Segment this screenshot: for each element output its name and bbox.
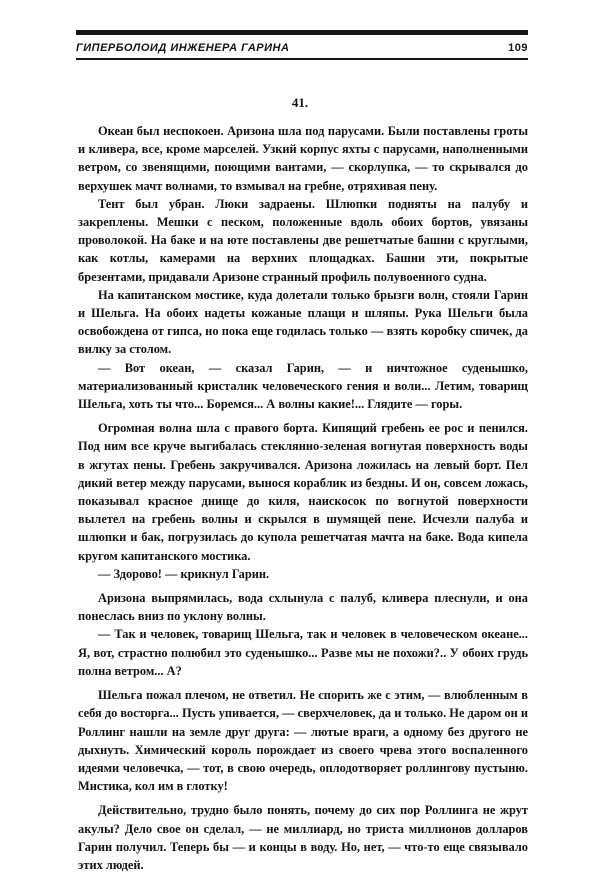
- header-rule-thick: [76, 30, 528, 35]
- paragraph: Действительно, трудно было понять, почему до сих пор Роллинга не жрут акулы? Дело свое он сделал, — не миллиард, но триста миллионов долларов Гарин получил. Теперь бы — и концы в воду. Но, нет, — что-то еще связывало этих людей.: [78, 803, 528, 872]
- paragraph: Океан был неспокоен. Аризона шла под парусами. Были поставлены гроты и кливера, все, кроме марселей. Узкий корпус яхты с парусами, наполненными ветром, со звенящими, поющими вантами, — скорлупка, — то скрывался до верхушек мачт волнами, то взмывал на гребне, отряхивая пену.: [78, 124, 528, 193]
- paragraph: Огромная волна шла с правого борта. Кипящий гребень ее рос и пенился. Под ним все круче выгибалась стеклянно-зеленая вогнутая поверхность воды в жгутах пены. Гребень закручивался. Аризона ложилась на левый борт. Пел дикий ветер между парусами, вынося кораблик из бездны. И он, совсем ложась, показывал красное днище до киля, наискосок по вогнутой поверхности вылетел на гребень волны и скрылся в шумящей пене. Исчезли палуба и шлюпки и бак, погрузилась до купола решетчатая мачта на баке. Вода кипела кругом капитанского мостика.: [78, 421, 528, 563]
- paragraph: Шельга пожал плечом, не ответил. Не спорить же с этим, — влюбленным в себя до восторга... Пусть упивается, — сверхчеловек, да и только. Не даром он и Роллинг нашли на земле друг друга: — лютые враги, а одному без другого не дыхнуть. Химический король порождает из своего чрева этого воспаленного идеями человечка, — тот, в свою очередь, оплодотворяет роллингову пустыню. Мистика, кол им в глотку!: [78, 688, 528, 794]
- running-header: [76, 40, 528, 56]
- paragraph: — Здорово! — крикнул Гарин.: [98, 566, 270, 581]
- paragraph: — Так и человек, товарищ Шельга, так и человек в человеческом океане... Я, вот, страстно полюбил это суденышко... Разве мы не похожи?.. У обоих грудь полна ветром... А?: [78, 627, 528, 678]
- paragraph: Аризона выпрямилась, вода схлынула с палуб, кливера плеснули, и она понеслась вниз по уклону волны.: [78, 591, 528, 624]
- paragraph: Тент был убран. Люки задраены. Шлюпки подняты на палубу и закреплены. Мешки с песком, положенные вдоль обоих бортов, увязаны проволокой. На баке и на юте поставлены две решетчатые башни с круглыми, как котлы, камерами на верхних площадках. Башни эти, покрытые брезентами, придавали Аризоне странный профиль полувоенного судна.: [78, 196, 528, 284]
- paragraph: На капитанском мостике, куда долетали только брызги волн, стояли Гарин и Шельга. На обоих надеты кожаные плащи и шляпы. Рука Шельги была освобождена от гипса, но пока еще годилась только — взять коробку спичек, да вилку за столом.: [78, 287, 528, 357]
- running-title: ГИПЕРБОЛОИД ИНЖЕНЕРА ГАРИНА: [76, 42, 290, 54]
- page-number: 109: [508, 42, 528, 54]
- body-text: [78, 122, 528, 874]
- chapter-number: 41.: [291, 95, 309, 110]
- paragraph: — Вот океан, — сказал Гарин, — и ничтожное суденышко, материализованный кристалик человеческого гения и воли... Летим, товарищ Шельга, хоть ты что... Боремся... А волны какие!... Глядите — горы.: [78, 360, 528, 412]
- header-rule-thin: [76, 58, 528, 60]
